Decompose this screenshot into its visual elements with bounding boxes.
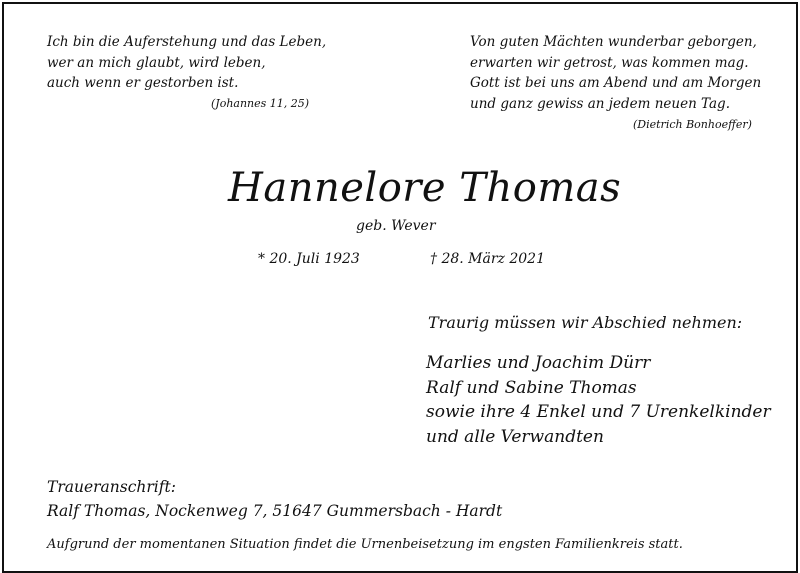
- family-member: und alle Verwandten: [426, 426, 604, 447]
- birth-date: * 20. Juli 1923: [258, 251, 360, 267]
- funeral-note: Aufgrund der momentanen Situation findet die Urnenbeisetzung im engsten Familienkreis statt.: [47, 537, 683, 552]
- right-verse-line: Von guten Mächten wunderbar geborgen,: [470, 34, 757, 50]
- family-member: sowie ihre 4 Enkel und 7 Urenkelkinder: [426, 402, 771, 422]
- right-verse-line: erwarten wir getrost, was kommen mag.: [470, 54, 749, 71]
- family-member: Ralf und Sabine Thomas: [426, 377, 637, 398]
- death-date: † 28. März 2021: [430, 251, 545, 267]
- mourning-intro: Traurig müssen wir Abschied nehmen:: [428, 313, 743, 332]
- right-verse-line: Gott ist bei uns am Abend und am Morgen: [470, 75, 762, 91]
- family-list: [426, 351, 771, 449]
- right-verse-source: (Dietrich Bonhoeffer): [633, 118, 752, 131]
- left-verse-line: wer an mich glaubt, wird leben,: [47, 54, 266, 71]
- left-verse-source: (Johannes 11, 25): [211, 97, 310, 110]
- right-verse: [470, 32, 761, 114]
- address-block: [47, 475, 502, 523]
- left-verse-line: Ich bin die Auferstehung und das Leben,: [47, 34, 327, 50]
- birth-name: geb. Wever: [356, 218, 436, 234]
- left-verse-line: auch wenn er gestorben ist.: [47, 75, 239, 91]
- address-line: Ralf Thomas, Nockenweg 7, 51647 Gummersbach - Hardt: [47, 502, 503, 520]
- right-verse-line: und ganz gewiss an jedem neuen Tag.: [470, 95, 730, 112]
- left-verse: [47, 32, 326, 94]
- deceased-name: Hannelore Thomas: [228, 165, 622, 211]
- family-member: Marlies und Joachim Dürr: [426, 353, 651, 373]
- address-label: Traueranschrift:: [47, 478, 176, 496]
